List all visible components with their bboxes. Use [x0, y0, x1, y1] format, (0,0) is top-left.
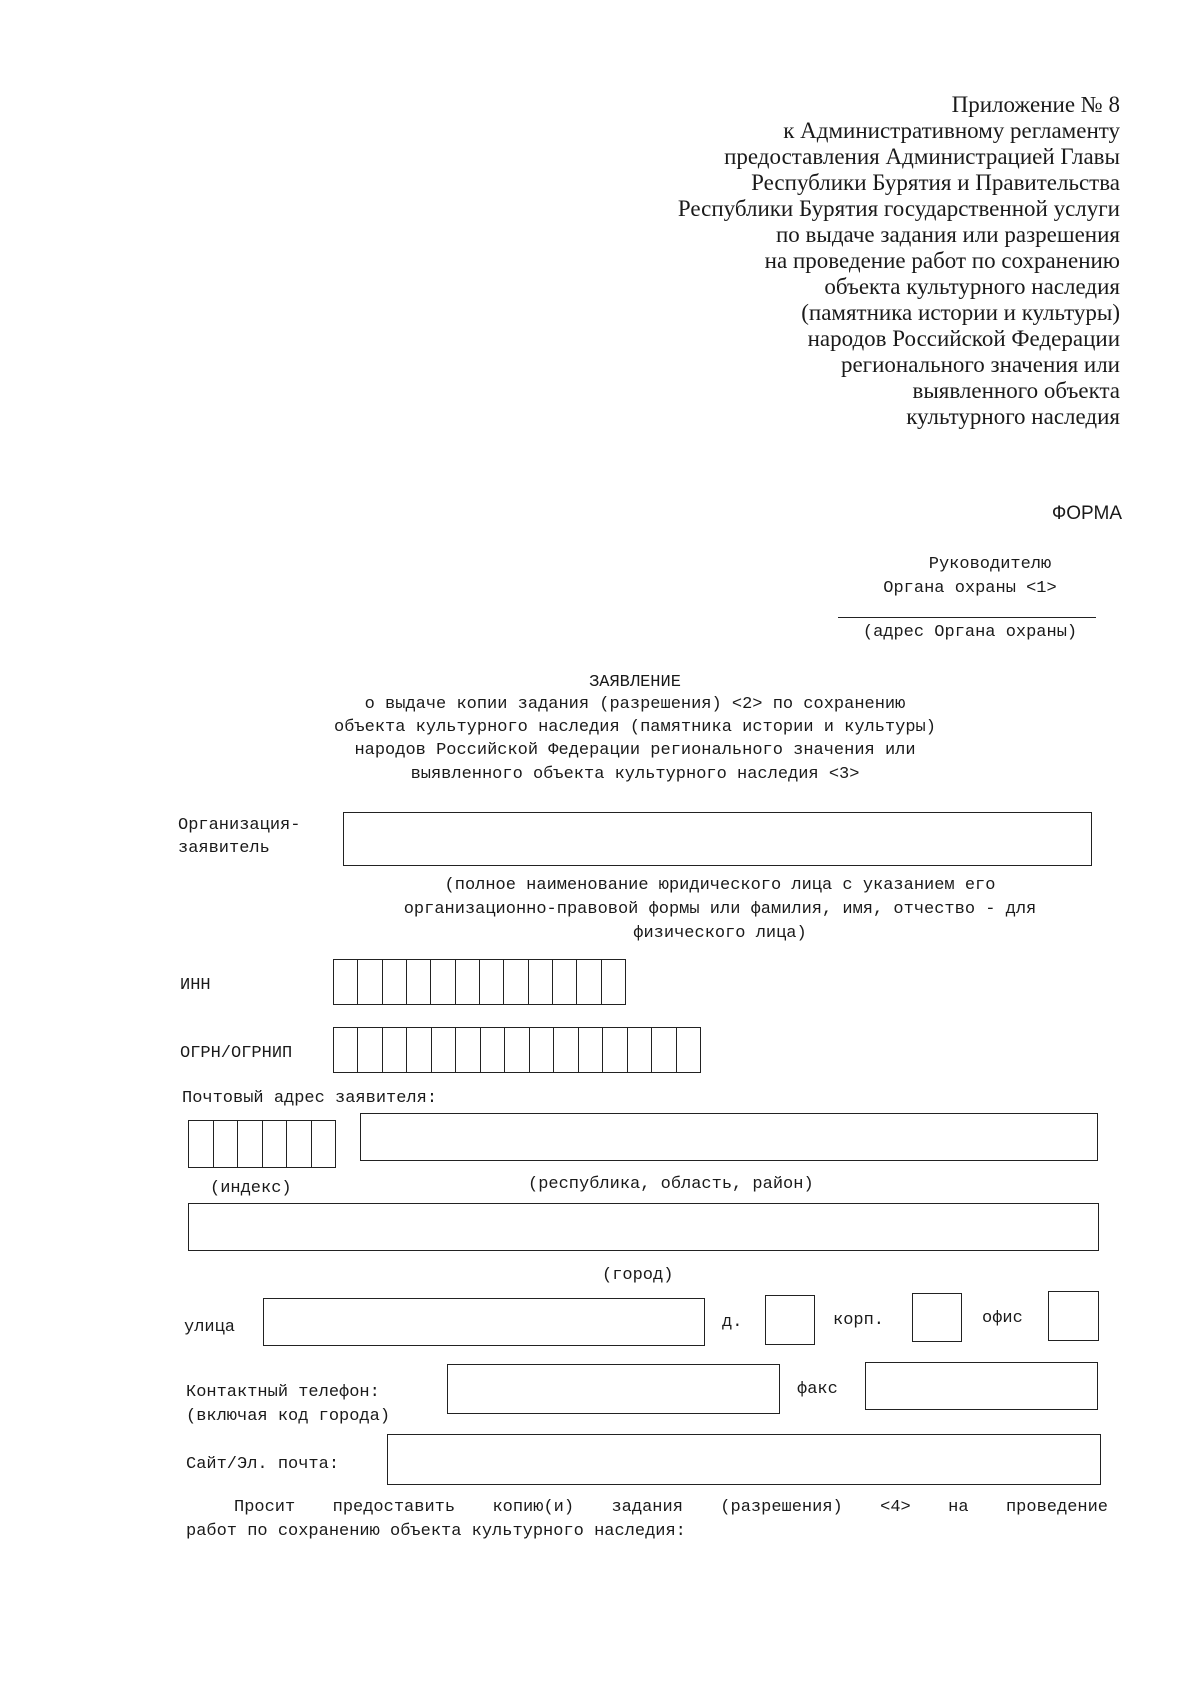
appendix-line: Республики Бурятия и Правительства — [751, 170, 1120, 195]
site-email-label: Сайт/Эл. почта: — [186, 1455, 340, 1474]
address-caption: (адрес Органа охраны) — [862, 623, 1078, 642]
house-label: д. — [722, 1313, 743, 1332]
title-line: о выдаче копии задания (разрешения) <2> по сохранению — [364, 695, 906, 714]
character-cell[interactable] — [505, 1028, 529, 1072]
character-cell[interactable] — [456, 960, 480, 1004]
character-cell[interactable] — [602, 960, 625, 1004]
street-field[interactable] — [263, 1298, 705, 1346]
character-cell[interactable] — [358, 960, 382, 1004]
index-cells[interactable] — [188, 1120, 336, 1168]
city-field[interactable] — [188, 1203, 1099, 1251]
character-cell[interactable] — [383, 960, 407, 1004]
character-cell[interactable] — [189, 1121, 214, 1167]
character-cell[interactable] — [504, 960, 528, 1004]
region-field[interactable] — [360, 1113, 1098, 1161]
office-field[interactable] — [1048, 1291, 1099, 1341]
organization-label: Организация- — [178, 816, 301, 835]
building-field[interactable] — [912, 1293, 962, 1342]
character-cell[interactable] — [677, 1028, 700, 1072]
character-cell[interactable] — [431, 960, 455, 1004]
character-cell[interactable] — [334, 1028, 358, 1072]
character-cell[interactable] — [554, 1028, 578, 1072]
character-cell[interactable] — [652, 1028, 676, 1072]
character-cell[interactable] — [238, 1121, 263, 1167]
ogrn-label: ОГРН/ОГРНИП — [180, 1044, 293, 1063]
inn-label: ИНН — [180, 976, 211, 995]
request-line-2: работ по сохранению объекта культурного наследия: — [186, 1522, 686, 1541]
character-cell[interactable] — [628, 1028, 652, 1072]
character-cell[interactable] — [287, 1121, 312, 1167]
character-cell[interactable] — [481, 1028, 505, 1072]
city-caption: (город) — [602, 1266, 674, 1285]
house-field[interactable] — [765, 1295, 815, 1345]
fax-field[interactable] — [865, 1362, 1098, 1410]
appendix-line: Приложение № 8 — [951, 92, 1120, 117]
character-cell[interactable] — [553, 960, 577, 1004]
request-line-1: Просит предоставить копию(и) задания (разрешения) <4> на проведение — [234, 1498, 1108, 1517]
character-cell[interactable] — [383, 1028, 407, 1072]
character-cell[interactable] — [312, 1121, 336, 1167]
character-cell[interactable] — [432, 1028, 456, 1072]
appendix-header — [560, 92, 1120, 430]
organization-label: заявитель — [178, 839, 270, 858]
character-cell[interactable] — [579, 1028, 603, 1072]
postal-address-label: Почтовый адрес заявителя: — [182, 1089, 438, 1108]
appendix-line: на проведение работ по сохранению — [764, 248, 1120, 273]
appendix-line: регионального значения или — [840, 352, 1120, 377]
character-cell[interactable] — [529, 960, 553, 1004]
character-cell[interactable] — [214, 1121, 239, 1167]
appendix-line: (памятника истории и культуры) — [801, 300, 1120, 325]
appendix-line: выявленного объекта — [912, 378, 1120, 403]
phone-field[interactable] — [447, 1364, 780, 1414]
inn-cells[interactable] — [333, 959, 626, 1005]
character-cell[interactable] — [407, 1028, 431, 1072]
region-caption: (республика, область, район) — [528, 1175, 814, 1194]
appendix-line: предоставления Администрацией Главы — [724, 144, 1120, 169]
building-label: корп. — [833, 1311, 885, 1330]
fax-label: факс — [797, 1380, 838, 1399]
ogrn-cells[interactable] — [333, 1027, 701, 1073]
character-cell[interactable] — [334, 960, 358, 1004]
organization-caption: физического лица) — [633, 924, 807, 943]
character-cell[interactable] — [456, 1028, 480, 1072]
organization-caption: (полное наименование юридического лица с указанием его — [444, 876, 996, 895]
appendix-line: народов Российской Федерации — [807, 326, 1120, 351]
character-cell[interactable] — [480, 960, 504, 1004]
addressee-line-2: Органа охраны <1> — [883, 579, 1057, 598]
form-label: ФОРМА — [1051, 503, 1122, 524]
title-line: выявленного объекта культурного наследия <3> — [410, 765, 860, 784]
site-email-field[interactable] — [387, 1434, 1101, 1485]
address-underline — [838, 617, 1096, 618]
character-cell[interactable] — [530, 1028, 554, 1072]
organization-caption: организационно-правовой формы или фамилия, имя, отчество - для — [403, 900, 1037, 919]
phone-label-hint: (включая код города) — [186, 1407, 391, 1426]
addressee-line-1: Руководителю — [928, 555, 1052, 574]
character-cell[interactable] — [603, 1028, 627, 1072]
character-cell[interactable] — [263, 1121, 288, 1167]
organization-field[interactable] — [343, 812, 1092, 866]
appendix-line: по выдаче задания или разрешения — [775, 222, 1120, 247]
character-cell[interactable] — [577, 960, 601, 1004]
character-cell[interactable] — [407, 960, 431, 1004]
street-label: улица — [184, 1318, 236, 1337]
document-title: ЗАЯВЛЕНИЕ — [589, 673, 681, 692]
character-cell[interactable] — [358, 1028, 382, 1072]
office-label: офис — [982, 1309, 1023, 1328]
phone-label: Контактный телефон: — [186, 1383, 380, 1402]
title-line: объекта культурного наследия (памятника истории и культуры) — [334, 718, 936, 737]
appendix-line: к Административному регламенту — [783, 118, 1120, 143]
index-caption: (индекс) — [210, 1179, 292, 1198]
title-line: народов Российской Федерации регионального значения или — [354, 741, 916, 760]
appendix-line: культурного наследия — [906, 404, 1120, 429]
appendix-line: Республики Бурятия государственной услуги — [677, 196, 1120, 221]
appendix-line: объекта культурного наследия — [824, 274, 1120, 299]
